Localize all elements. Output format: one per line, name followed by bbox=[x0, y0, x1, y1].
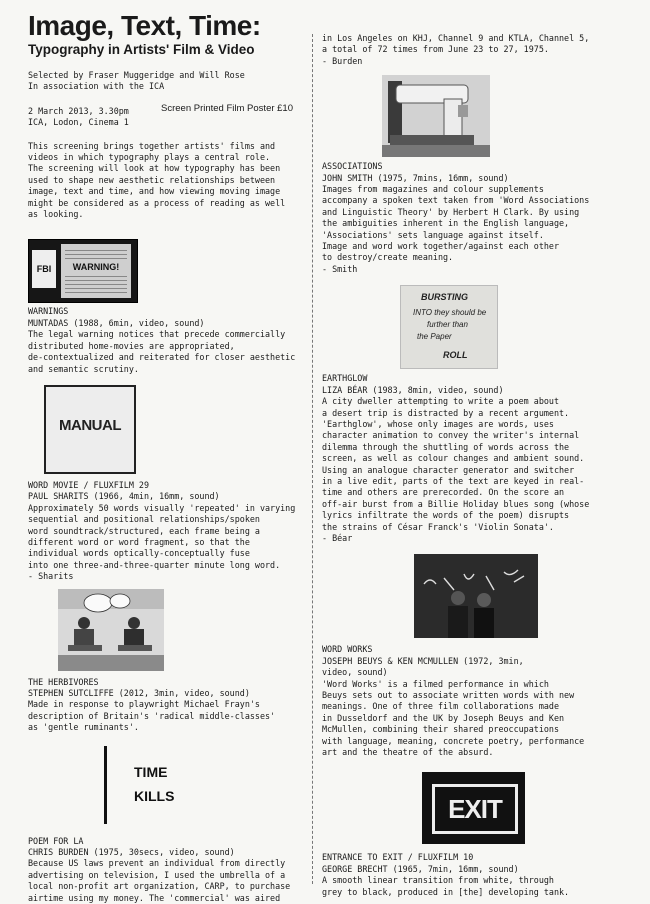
film-title: WORD WORKS bbox=[322, 644, 373, 655]
poem-still-bar bbox=[104, 746, 107, 824]
burst-word: INTO they should be bbox=[413, 308, 487, 318]
film-text-line: A smooth linear transition from white, through bbox=[322, 875, 554, 886]
manual-caption: MANUAL bbox=[59, 416, 121, 434]
intro-line: used to shape new aesthetic relationships between bbox=[28, 174, 276, 185]
film-text-line: character animation to convey the writer's internal bbox=[322, 430, 580, 441]
warnings-still bbox=[28, 239, 138, 303]
word-movie-still bbox=[44, 385, 136, 474]
intro-line: image, text and time, and how viewing moving image bbox=[28, 186, 281, 197]
film-text-line: 'Word Works' is a filmed performance in which bbox=[322, 678, 549, 689]
film-herbivores bbox=[28, 677, 306, 734]
herbivores-still bbox=[58, 589, 164, 671]
word-works-still bbox=[414, 554, 538, 638]
column-divider bbox=[312, 34, 313, 884]
film-exit bbox=[322, 852, 627, 898]
burst-word: further than bbox=[427, 320, 468, 330]
film-text-line: accompany a spoken text taken from 'Word Associations bbox=[322, 195, 590, 206]
film-credit: PAUL SHARITS (1966, 4min, 16mm, sound) bbox=[28, 491, 220, 502]
sewing-machine-image bbox=[382, 75, 490, 157]
film-title: POEM FOR LA bbox=[28, 835, 84, 846]
page-title: Image, Text, Time: bbox=[28, 10, 261, 41]
herbivores-figures bbox=[58, 589, 164, 671]
film-text-line: de-contextualized and reiterated for closer aesthetic bbox=[28, 352, 296, 363]
poem-still bbox=[104, 746, 184, 824]
film-text-line: Because US laws prevent an individual from directly bbox=[28, 858, 286, 869]
burst-word: BURSTING bbox=[421, 292, 468, 303]
film-text-line: to destroy/create meaning. bbox=[322, 252, 454, 263]
film-text-line: McMullen, combining their shared preoccupations bbox=[322, 724, 559, 735]
intro-text bbox=[28, 141, 306, 221]
film-text-line: in Dusseldorf and the UK by Joseph Beuys and Ken bbox=[322, 712, 565, 723]
film-earthglow bbox=[322, 373, 627, 544]
film-title: WORD MOVIE / FLUXFILM 29 bbox=[28, 479, 150, 490]
film-text-line: Image and word work together/against each other bbox=[322, 241, 559, 252]
event-date: 2 March 2013, 3.30pm bbox=[28, 105, 129, 116]
film-title: THE HERBIVORES bbox=[28, 676, 99, 687]
exit-still bbox=[422, 772, 525, 844]
film-text-line: screen, as well as colour changes and ambient sound. bbox=[322, 453, 585, 464]
intro-line: The screening will look at how typography has been bbox=[28, 163, 281, 174]
film-text-line: word soundtrack/structured, each frame being a bbox=[28, 525, 260, 536]
burst-word: ROLL bbox=[443, 350, 468, 361]
film-text-line: sequential and positional relationships/spoken bbox=[28, 514, 260, 525]
film-text-line: dilemma through the shuttling of words across the bbox=[322, 441, 570, 452]
film-text-line: Beuys sets out to associate written words with new bbox=[322, 690, 575, 700]
film-text-line: individual words optically-conceptually fuse bbox=[28, 548, 250, 559]
earthglow-still bbox=[400, 285, 498, 369]
film-credit: JOHN SMITH (1975, 7mins, 16mm, sound) bbox=[322, 172, 509, 183]
film-text-line: off-air burst from a Billie Holiday blues song (whose bbox=[322, 498, 590, 509]
poster-offer: Screen Printed Film Poster £10 bbox=[161, 103, 294, 114]
credit-line: Selected by Fraser Muggeridge and Will Rose bbox=[28, 70, 245, 80]
film-text-line: in a live edit, parts of the text are keyed in real- bbox=[322, 475, 585, 486]
film-title: WARNINGS bbox=[28, 306, 69, 317]
left-column bbox=[28, 12, 306, 904]
film-text-line: into one three-and-three-quarter minute long word. bbox=[28, 559, 281, 570]
film-text-line: grey to black, produced in [the] developing tank. bbox=[322, 886, 570, 897]
intro-line: videos in which typography plays a central role. bbox=[28, 152, 271, 163]
film-title: ENTRANCE TO EXIT / FLUXFILM 10 bbox=[322, 852, 474, 863]
film-text-line: airtime using my money. The 'commercial' was aired bbox=[28, 892, 281, 903]
film-credit: video, sound) bbox=[322, 667, 388, 678]
film-associations bbox=[322, 161, 627, 275]
intro-line: as looking. bbox=[28, 209, 84, 220]
credits bbox=[28, 70, 306, 93]
film-text-line: - Burden bbox=[322, 55, 363, 66]
warning-panel bbox=[61, 244, 131, 298]
event-venue: ICA, Lodon, Cinema 1 bbox=[28, 117, 129, 128]
film-text-line: as 'gentle ruminants'. bbox=[28, 722, 139, 733]
film-text-line: meanings. One of three film collaborations made bbox=[322, 701, 559, 712]
film-credit: GEORGE BRECHT (1965, 7min, 16mm, sound) bbox=[322, 863, 519, 874]
film-text-line: time and others are prerecorded. On the score an bbox=[322, 487, 565, 498]
film-credit: CHRIS BURDEN (1975, 30secs, video, sound) bbox=[28, 847, 235, 857]
film-warnings bbox=[28, 306, 306, 374]
exit-sign: EXIT bbox=[432, 784, 518, 834]
film-text-line: description of Britain's 'radical middle-classes' bbox=[28, 710, 276, 721]
time-caption: TIME bbox=[134, 763, 168, 780]
right-column bbox=[322, 33, 627, 898]
film-text-line: with language, meaning, concrete poetry, performance bbox=[322, 735, 585, 746]
film-text-line: advertising on television, I used the umbrella of a bbox=[28, 869, 286, 880]
film-credit: STEPHEN SUTCLIFFE (2012, 3min, video, sound) bbox=[28, 687, 250, 698]
film-text-line: and semantic scrutiny. bbox=[28, 363, 139, 374]
associations-still bbox=[382, 75, 490, 157]
film-text-line: Images from magazines and colour supplements bbox=[322, 184, 544, 195]
page-subtitle: Typography in Artists' Film & Video bbox=[28, 42, 255, 57]
kills-caption: KILLS bbox=[134, 787, 175, 804]
film-credit: LIZA BÉAR (1983, 8min, video, sound) bbox=[322, 384, 504, 395]
credit-line: In association with the ICA bbox=[28, 81, 165, 92]
film-text-line: in Los Angeles on KHJ, Channel 9 and KTLA, Channel 5, bbox=[322, 33, 590, 43]
film-text-line: The legal warning notices that precede commercially bbox=[28, 329, 286, 340]
film-poem-continued bbox=[322, 33, 627, 67]
film-text-line: distributed home-movies are appropriated, bbox=[28, 340, 235, 351]
film-text-line: art and the theatre of the absurd. bbox=[322, 747, 494, 758]
film-credit: JOSEPH BEUYS & KEN MCMULLEN (1972, 3min, bbox=[322, 655, 524, 666]
film-text-line: a total of 72 times from June 23 to 27, 1975. bbox=[322, 44, 549, 55]
film-text-line: Approximately 50 words visually 'repeated' in varying bbox=[28, 502, 296, 513]
film-text-line: local non-profit art organization, CARP, to purchase bbox=[28, 881, 291, 892]
film-text-line: the strains of César Franck's 'Violin Sonata'. bbox=[322, 521, 554, 532]
film-title: ASSOCIATIONS bbox=[322, 161, 383, 172]
film-text-line: A city dweller attempting to write a poem about bbox=[322, 396, 559, 407]
burst-word: the Paper bbox=[417, 332, 452, 342]
film-text-line: the ambiguities inherent in the English language, bbox=[322, 218, 570, 229]
film-text-line: lyrics infiltrate the words of the poem) disrupts bbox=[322, 510, 570, 521]
film-text-line: 'Associations' sets language against itself. bbox=[322, 229, 544, 240]
film-text-line: Using an analogue character generator and switcher bbox=[322, 464, 575, 475]
film-text-line: - Béar bbox=[322, 532, 353, 543]
film-text-line: - Smith bbox=[322, 263, 358, 274]
film-text-line: Made in response to playwright Michael Frayn's bbox=[28, 699, 260, 710]
film-text-line: different word or word fragment, so that the bbox=[28, 536, 250, 547]
warning-caption: WARNING! bbox=[72, 262, 120, 273]
film-word-works bbox=[322, 644, 627, 758]
film-text-line: - Sharits bbox=[28, 571, 74, 582]
film-text-line: a desert trip is distracted by a recent argument. bbox=[322, 407, 570, 418]
film-text-line: 'Earthglow', whose only images are words, uses bbox=[322, 418, 554, 429]
film-title: EARTHGLOW bbox=[322, 373, 368, 384]
intro-line: This screening brings together artists' films and bbox=[28, 140, 276, 151]
film-word-movie bbox=[28, 480, 306, 583]
film-text-line: and Linguistic Theory' by Herbert H Clark. By using bbox=[322, 206, 580, 217]
intro-line: might be considered as a process of reading as well bbox=[28, 197, 286, 208]
film-credit: MUNTADAS (1988, 6min, video, sound) bbox=[28, 317, 205, 328]
fbi-badge: FBI bbox=[32, 250, 56, 288]
performance-image bbox=[414, 554, 538, 638]
